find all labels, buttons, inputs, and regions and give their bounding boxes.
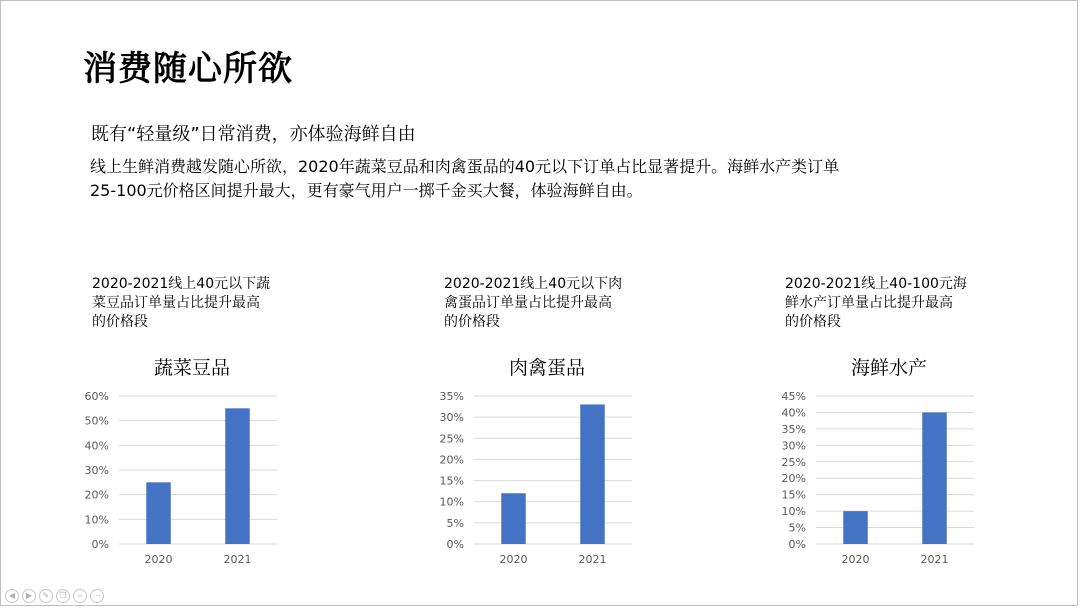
y-tick-label: 20% — [84, 488, 109, 502]
description-line-2: 25-100元价格区间提升最大，更有豪气用户一掷千金买大餐，体验海鲜自由。 — [90, 181, 643, 200]
description-line-1: 线上生鲜消费越发随心所欲，2020年蔬菜豆品和肉禽蛋品的40元以下订单占比显著提升。海鲜水产类订单 — [90, 157, 840, 176]
chart-caption-vegetables — [92, 275, 292, 332]
next-icon[interactable]: ▶ — [22, 589, 36, 603]
y-tick-label: 60% — [84, 390, 109, 403]
y-tick-label: 50% — [84, 414, 109, 428]
bar-2020 — [501, 493, 525, 544]
y-tick-label: 0% — [788, 538, 806, 551]
x-tick-label: 2020 — [144, 553, 173, 566]
caption-line: 菜豆品订单量占比提升最高 — [92, 295, 260, 311]
caption-line: 禽蛋品订单量占比提升最高 — [444, 295, 612, 311]
x-tick-label: 2020 — [499, 553, 528, 566]
zoom-icon[interactable]: ⌕ — [73, 589, 87, 603]
y-tick-label: 35% — [781, 422, 806, 436]
chart-vegetables — [81, 351, 291, 571]
chart-caption-seafood — [785, 275, 985, 332]
chart-title: 蔬菜豆品 — [153, 357, 231, 379]
chart-title: 肉禽蛋品 — [508, 357, 586, 379]
caption-line: 2020-2021线上40元以下蔬 — [92, 276, 271, 292]
caption-line: 2020-2021线上40元以下肉 — [444, 276, 623, 292]
caption-line: 的价格段 — [785, 314, 841, 330]
y-tick-label: 40% — [84, 439, 109, 453]
x-tick-label: 2020 — [841, 553, 870, 566]
y-tick-label: 10% — [439, 495, 464, 509]
chart-seafood — [778, 351, 988, 571]
x-tick-label: 2021 — [920, 553, 949, 566]
chart-caption-meat-eggs — [444, 275, 644, 332]
y-tick-label: 35% — [439, 390, 464, 403]
x-tick-label: 2021 — [223, 553, 252, 566]
bar-2021 — [922, 412, 946, 544]
y-tick-label: 25% — [781, 455, 806, 469]
y-tick-label: 25% — [439, 432, 464, 446]
bar-2020 — [146, 482, 170, 544]
y-tick-label: 20% — [781, 472, 806, 486]
y-tick-label: 45% — [781, 390, 806, 403]
y-tick-label: 10% — [781, 505, 806, 519]
prev-icon[interactable]: ◀ — [5, 589, 19, 603]
caption-line: 的价格段 — [92, 314, 148, 330]
bar-2020 — [843, 511, 867, 544]
chart-meat-eggs — [436, 351, 646, 571]
bar-2021 — [225, 408, 249, 544]
y-tick-label: 0% — [91, 538, 109, 551]
caption-line: 2020-2021线上40-100元海 — [785, 276, 967, 292]
y-tick-label: 40% — [781, 406, 806, 420]
y-tick-label: 15% — [439, 474, 464, 488]
y-tick-label: 0% — [446, 538, 464, 551]
slide-description — [90, 155, 950, 203]
y-tick-label: 15% — [781, 488, 806, 502]
chart-title: 海鲜水产 — [850, 357, 928, 379]
copy-icon[interactable]: ❐ — [56, 589, 70, 603]
pen-icon[interactable]: ✎ — [39, 589, 53, 603]
presentation-nav — [5, 589, 104, 605]
slide-title: 消费随心所欲 — [83, 49, 293, 89]
menu-icon[interactable]: ⋯ — [90, 589, 104, 603]
y-tick-label: 30% — [439, 411, 464, 425]
y-tick-label: 20% — [439, 453, 464, 467]
caption-line: 鲜水产订单量占比提升最高 — [785, 295, 953, 311]
y-tick-label: 30% — [84, 464, 109, 477]
y-tick-label: 5% — [788, 521, 806, 535]
bar-2021 — [580, 404, 604, 544]
caption-line: 的价格段 — [444, 314, 500, 330]
y-tick-label: 5% — [446, 516, 464, 530]
y-tick-label: 30% — [781, 439, 806, 453]
y-tick-label: 10% — [84, 513, 109, 527]
x-tick-label: 2021 — [578, 553, 607, 566]
slide-subtitle: 既有“轻量级”日常消费，亦体验海鲜自由 — [91, 124, 416, 145]
